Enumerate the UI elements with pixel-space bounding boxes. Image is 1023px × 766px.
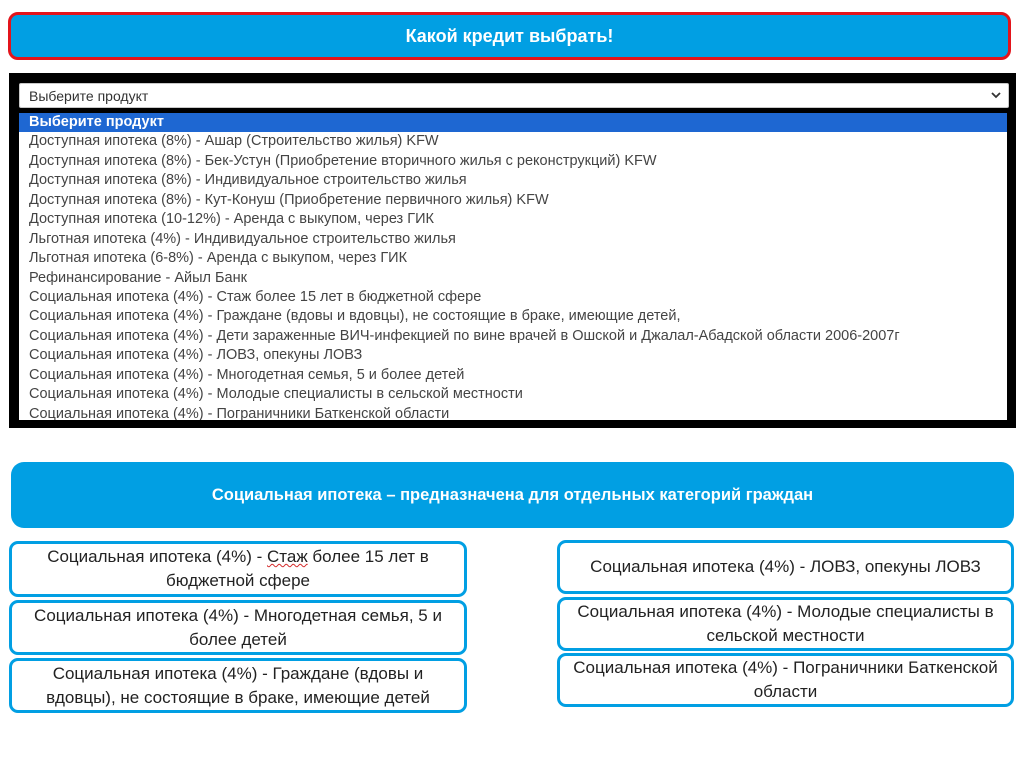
page-header-banner bbox=[8, 12, 1011, 60]
option-item[interactable]: Рефинансирование - Айыл Банк bbox=[29, 269, 247, 286]
card-text bbox=[22, 545, 454, 593]
option-item[interactable]: Социальная ипотека (4%) - Пограничники Баткенской области bbox=[29, 405, 450, 420]
card-text: Социальная ипотека (4%) - Граждане (вдовы и вдовцы), не состоящие в браке, имеющие детей bbox=[46, 663, 430, 707]
card-text-prefix: Социальная ипотека (4%) - bbox=[47, 547, 267, 566]
card-text: Социальная ипотека (4%) - Многодетная семья, 5 и более детей bbox=[34, 605, 442, 649]
card-text-suffix: более 15 лет в бюджетной сфере bbox=[166, 547, 429, 590]
card-widows bbox=[9, 658, 467, 713]
card-text: Социальная ипотека (4%) - ЛОВЗ, опекуны ЛОВЗ bbox=[590, 557, 981, 576]
card-work-experience bbox=[9, 541, 467, 597]
option-item[interactable]: Доступная ипотека (10-12%) - Аренда с выкупом, через ГИК bbox=[29, 211, 434, 228]
card-text-spellcheck-word: Стаж bbox=[267, 547, 308, 566]
option-item[interactable]: Социальная ипотека (4%) - Граждане (вдовы и вдовцы), не состоящие в браке, имеющие детей, bbox=[29, 308, 681, 325]
option-item[interactable]: Льготная ипотека (6-8%) - Аренда с выкупом, через ГИК bbox=[29, 250, 408, 267]
option-item[interactable]: Доступная ипотека (8%) - Индивидуальное строительство жилья bbox=[29, 172, 467, 189]
social-mortgage-banner bbox=[11, 462, 1014, 528]
option-item[interactable]: Социальная ипотека (4%) - Молодые специалисты в сельской местности bbox=[29, 386, 523, 403]
option-item[interactable]: Доступная ипотека (8%) - Кут-Конуш (Приобретение первичного жилья) KFW bbox=[29, 191, 549, 208]
option-item[interactable]: Социальная ипотека (4%) - ЛОВЗ, опекуны ЛОВЗ bbox=[29, 347, 363, 364]
card-large-family bbox=[9, 600, 467, 655]
product-select-value: Выберите продукт bbox=[29, 87, 149, 104]
option-item[interactable]: Льготная ипотека (4%) - Индивидуальное строительство жилья bbox=[29, 230, 456, 247]
card-young-specialists bbox=[557, 597, 1014, 651]
card-text: Социальная ипотека (4%) - Пограничники Баткенской области bbox=[573, 658, 998, 701]
option-item[interactable]: Доступная ипотека (8%) - Ашар (Строительство жилья) KFW bbox=[29, 133, 439, 150]
product-select[interactable] bbox=[19, 83, 1009, 108]
page-title: Какой кредит выбрать! bbox=[405, 25, 614, 46]
chevron-down-icon[interactable] bbox=[989, 88, 1003, 102]
option-item[interactable]: Доступная ипотека (8%) - Бек-Устун (Приобретение вторичного жилья с реконструкций) KFW bbox=[29, 152, 657, 169]
option-item[interactable]: Социальная ипотека (4%) - Многодетная семья, 5 и более детей bbox=[29, 366, 465, 383]
option-item[interactable]: Социальная ипотека (4%) - Дети зараженные ВИЧ-инфекцией по вине врачей в Ошской и Джалал-Абадской области 2006-2007г bbox=[29, 327, 900, 344]
card-text: Социальная ипотека (4%) - Молодые специалисты в сельской местности bbox=[577, 602, 994, 645]
social-mortgage-banner-text: Социальная ипотека – предназначена для отдельных категорий граждан bbox=[211, 485, 814, 504]
product-options-list[interactable] bbox=[19, 113, 1007, 420]
card-border-guards bbox=[557, 653, 1014, 707]
option-item[interactable]: Социальная ипотека (4%) - Стаж более 15 лет в бюджетной сфере bbox=[29, 288, 482, 305]
option-item[interactable]: Выберите продукт bbox=[19, 113, 1007, 132]
card-disabled bbox=[557, 540, 1014, 594]
